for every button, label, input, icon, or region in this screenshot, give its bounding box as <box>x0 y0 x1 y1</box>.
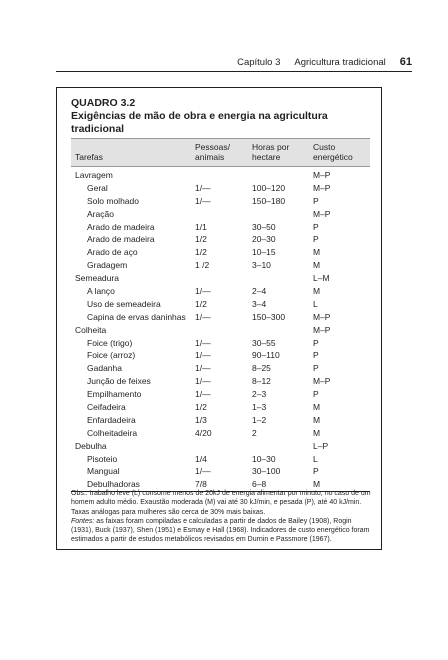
cost-cell: M <box>313 427 321 438</box>
header-cost-2: energético <box>313 152 353 162</box>
table-row <box>71 311 370 324</box>
running-head <box>56 52 412 72</box>
cost-cell: M <box>313 286 321 297</box>
cost-cell: P <box>313 221 319 232</box>
hours-cell: 90–110 <box>252 350 280 361</box>
cost-cell: P <box>313 337 319 348</box>
people-cell: 1/— <box>195 466 211 477</box>
hours-cell: 1–2 <box>252 414 267 425</box>
people-cell: 1/— <box>195 376 211 387</box>
table-row <box>71 427 370 440</box>
table-row <box>71 221 370 234</box>
cost-cell: P <box>313 234 319 245</box>
people-cell: 4/20 <box>195 427 212 438</box>
task-cell: Enfardadeira <box>87 414 136 425</box>
task-cell: Aração <box>87 208 114 219</box>
sources-note <box>71 517 371 545</box>
table-row <box>71 233 370 246</box>
hours-cell: 1–3 <box>252 402 267 413</box>
cost-cell: P <box>313 466 319 477</box>
task-cell: Capina de ervas daninhas <box>87 311 186 322</box>
table-row <box>71 440 370 453</box>
hours-cell: 8–25 <box>252 363 271 374</box>
task-cell: Uso de semeadeira <box>87 298 161 309</box>
people-cell: 1/3 <box>195 414 207 425</box>
cost-cell: M <box>313 402 321 413</box>
task-cell: Empilhamento <box>87 389 142 400</box>
hours-cell: 100–120 <box>252 182 286 193</box>
people-cell: 7/8 <box>195 479 207 490</box>
people-cell: 1/— <box>195 182 211 193</box>
hours-cell: 30–55 <box>252 337 276 348</box>
hours-cell: 6–8 <box>252 479 267 490</box>
task-cell: Gadanha <box>87 363 122 374</box>
hours-cell: 20–30 <box>252 234 276 245</box>
task-cell: Ceifadeira <box>87 402 126 413</box>
table-row <box>71 349 370 362</box>
task-cell: Debulhadoras <box>87 479 140 490</box>
task-cell: Gradagem <box>87 260 128 271</box>
task-cell: A lanço <box>87 286 115 297</box>
people-cell: 1/2 <box>195 402 207 413</box>
table-row <box>71 208 370 221</box>
cost-cell: M <box>313 414 321 425</box>
cost-cell: M <box>313 247 321 258</box>
cost-cell: P <box>313 350 319 361</box>
hours-cell: 10–30 <box>252 453 276 464</box>
hours-cell: 10–15 <box>252 247 276 258</box>
cost-cell: M–P <box>313 182 331 193</box>
labor-energy-table <box>71 138 370 492</box>
table-row <box>71 337 370 350</box>
hours-cell: 3–10 <box>252 260 271 271</box>
table-row <box>71 453 370 466</box>
cost-cell: P <box>313 389 319 400</box>
header-people-1: Pessoas/ <box>195 142 230 152</box>
task-cell: Arado de madeira <box>87 221 155 232</box>
hours-cell: 150–180 <box>252 195 286 206</box>
task-cell: Junção de feixes <box>87 376 151 387</box>
table-row <box>71 401 370 414</box>
quadro-box <box>56 87 382 550</box>
task-cell: Arado de aço <box>87 247 138 258</box>
task-cell: Debulha <box>75 440 107 451</box>
cost-cell: M–P <box>313 311 331 322</box>
people-cell: 1/2 <box>195 247 207 258</box>
people-cell: 1/— <box>195 389 211 400</box>
task-cell: Colheitadeira <box>87 427 138 438</box>
people-cell: 1/2 <box>195 234 207 245</box>
section-label: Agricultura tradicional <box>294 57 386 68</box>
people-cell: 1/2 <box>195 298 207 309</box>
header-cost-1: Custo <box>313 142 336 152</box>
cost-cell: M–P <box>313 170 331 180</box>
cost-cell: M–P <box>313 376 331 387</box>
header-tasks: Tarefas <box>75 152 103 162</box>
chapter-label: Capítulo 3 <box>237 57 281 68</box>
cost-cell: M–P <box>313 324 331 335</box>
task-cell: Solo molhado <box>87 195 139 206</box>
table-row <box>71 324 370 337</box>
cost-cell: M <box>313 260 321 271</box>
hours-cell: 3–4 <box>252 298 267 309</box>
task-cell: Mangual <box>87 466 120 477</box>
page-number: 61 <box>399 56 412 68</box>
cost-cell: P <box>313 363 319 374</box>
sources-text: as faixas foram compiladas e calculadas a partir de dados de Bailey (1908), Rogin (1931), Buck (1937), Shen (1951) e Esmay e Hall (1968). Indicadores de custo energético foram estimados a partir de estudos metabólicos revisados em Durnin e Passmore (1967). <box>71 517 370 544</box>
table-row <box>71 259 370 272</box>
cost-cell: P <box>313 195 319 206</box>
hours-cell: 2–4 <box>252 286 267 297</box>
quadro-heading <box>71 97 381 136</box>
task-cell: Semeadura <box>75 273 119 284</box>
quadro-number: QUADRO 3.2 <box>71 97 136 109</box>
task-cell: Colheita <box>75 324 107 335</box>
task-cell: Foice (arroz) <box>87 350 136 361</box>
table-row <box>71 182 370 195</box>
quadro-title: Exigências de mão de obra e energia na agricultura tradicional <box>71 110 328 135</box>
task-cell: Arado de madeira <box>87 234 155 245</box>
header-people-2: animais <box>195 152 225 162</box>
people-cell: 1/— <box>195 311 211 322</box>
table-header <box>71 138 370 167</box>
hours-cell: 8–12 <box>252 376 271 387</box>
task-cell: Foice (trigo) <box>87 337 133 348</box>
task-cell: Pisoteio <box>87 453 118 464</box>
table-row <box>71 246 370 259</box>
table-row <box>71 195 370 208</box>
cost-cell: M–P <box>313 208 331 219</box>
people-cell: 1/— <box>195 350 211 361</box>
cost-cell: L <box>313 298 318 309</box>
cost-cell: L–M <box>313 273 330 284</box>
table-row <box>71 388 370 401</box>
table-body <box>71 167 370 492</box>
hours-cell: 30–50 <box>252 221 276 232</box>
task-cell: Geral <box>87 182 108 193</box>
people-cell: 1/— <box>195 337 211 348</box>
hours-cell: 150–300 <box>252 311 286 322</box>
table-row <box>71 169 370 182</box>
hours-cell: 2–3 <box>252 389 267 400</box>
table-row <box>71 272 370 285</box>
header-hours-2: hectare <box>252 152 281 162</box>
table-row <box>71 362 370 375</box>
people-cell: 1/— <box>195 286 211 297</box>
cost-cell: L–P <box>313 440 329 451</box>
cost-cell: L <box>313 453 318 464</box>
header-hours-1: Horas por <box>252 142 290 152</box>
table-notes <box>71 489 371 545</box>
hours-cell: 2 <box>252 427 257 438</box>
people-cell: 1/1 <box>195 221 207 232</box>
table-row <box>71 414 370 427</box>
table-row <box>71 298 370 311</box>
people-cell: 1/— <box>195 363 211 374</box>
people-cell: 1 /2 <box>195 260 210 271</box>
task-cell: Lavragem <box>75 170 113 180</box>
people-cell: 1/4 <box>195 453 207 464</box>
hours-cell: 30–100 <box>252 466 281 477</box>
sources-label: Fontes: <box>71 517 95 525</box>
obs-note: Obs.: trabalho leve (L) consome menos de 20kJ de energia alimentar por minuto, no caso de um homem adulto médio. Exaustão moderada (M) vai até 30 kJ/min, e pesada (P), até 40 kJ/min. Taxas análogas para mulheres são cerca de 30% mais baixas. <box>71 490 371 516</box>
table-row <box>71 285 370 298</box>
table-row <box>71 375 370 388</box>
cost-cell: M <box>313 479 321 490</box>
table-row <box>71 465 370 478</box>
people-cell: 1/— <box>195 195 211 206</box>
